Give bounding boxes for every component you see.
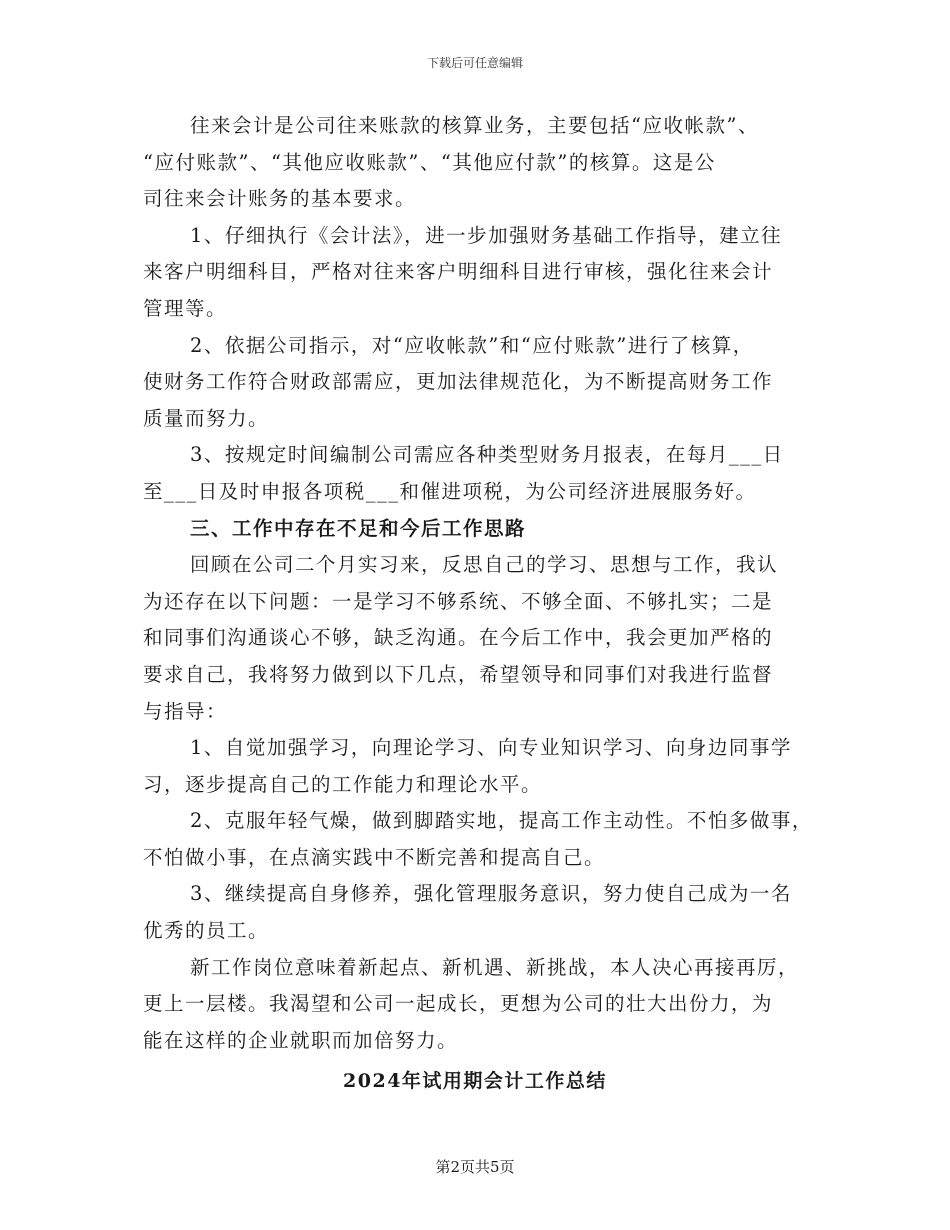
next-section-title: 2024年试用期会计工作总结 [343, 1070, 607, 1093]
paragraph-closing [0, 950, 950, 1060]
paragraph-plan-1 [0, 730, 950, 803]
text-line: 使财务工作符合财政部需应，更加法律规范化，为不断提高财务工作 [143, 370, 774, 394]
text-line: 新工作岗位意味着新起点、新机遇、新挑战，本人决心再接再厉， [190, 955, 800, 979]
paragraph-item-1 [0, 218, 950, 328]
text-line: 1、仔细执行《会计法》，进一步加强财务基础工作指导，建立往 [190, 223, 783, 247]
text-line: 来客户明细科目，严格对往来客户明细科目进行审核，强化往来会计 [143, 260, 774, 284]
text-line: 要求自己，我将努力做到以下几点，希望领导和同事们对我进行监督 [143, 662, 774, 686]
text-line: 2、克服年轻气燥，做到脚踏实地，提高工作主动性。不怕多做事， [190, 809, 813, 833]
text-line: 1、自觉加强学习，向理论学习、向专业知识学习、向身边同事学 [190, 736, 792, 760]
text-line: 能在这样的企业就职而加倍努力。 [143, 1028, 459, 1052]
paragraph-plan-2 [0, 803, 950, 876]
text-line: 优秀的员工。 [143, 919, 270, 943]
text-line: 往来会计是公司往来账款的核算业务，主要包括“应收帐款”、 [190, 114, 759, 137]
text-line: 习，逐步提高自己的工作能力和理论水平。 [143, 772, 543, 796]
paragraph-intro [0, 108, 950, 218]
text-line: 更上一层楼。我渴望和公司一起成长，更想为公司的壮大出份力，为 [143, 992, 774, 1016]
paragraph-plan-3 [0, 876, 950, 949]
text-line: 2、依据公司指示，对“应收帐款”和“应付账款”进行了核算， [190, 333, 754, 357]
text-line: 不怕做小事，在点滴实践中不断完善和提高自己。 [143, 845, 606, 869]
text-line: 管理等。 [143, 296, 228, 320]
paragraph-review [0, 547, 950, 730]
text-line: 至___日及时申报各项税___和催进项税，为公司经济进展服务好。 [143, 479, 757, 503]
paragraph-item-3 [0, 437, 950, 510]
text-line: 质量而努力。 [143, 406, 270, 430]
page-header: 下载后可任意编辑 [426, 56, 523, 70]
text-line: 与指导： [143, 699, 228, 723]
text-line: 和同事们沟通谈心不够，缺乏沟通。在今后工作中，我会更加严格的 [143, 626, 774, 650]
text-line: “应付账款”、“其他应收账款”、“其他应付款”的核算。这是公 [143, 150, 716, 174]
page-footer: 第2页共5页 [435, 1158, 515, 1176]
paragraph-item-2 [0, 328, 950, 438]
text-line: 3、继续提高自身修养，强化管理服务意识，努力使自己成为一名 [190, 882, 792, 906]
text-line: 司往来会计账务的基本要求。 [143, 187, 417, 211]
section-heading: 三、工作中存在不足和今后工作思路 [190, 516, 527, 540]
text-line: 为还存在以下问题：一是学习不够系统、不够全面、不够扎实；二是 [143, 589, 774, 613]
document-body [0, 108, 950, 1100]
text-line: 3、按规定时间编制公司需应各种类型财务月报表，在每月___日 [190, 443, 784, 467]
text-line: 回顾在公司二个月实习来，反思自己的学习、思想与工作，我认 [190, 553, 779, 577]
